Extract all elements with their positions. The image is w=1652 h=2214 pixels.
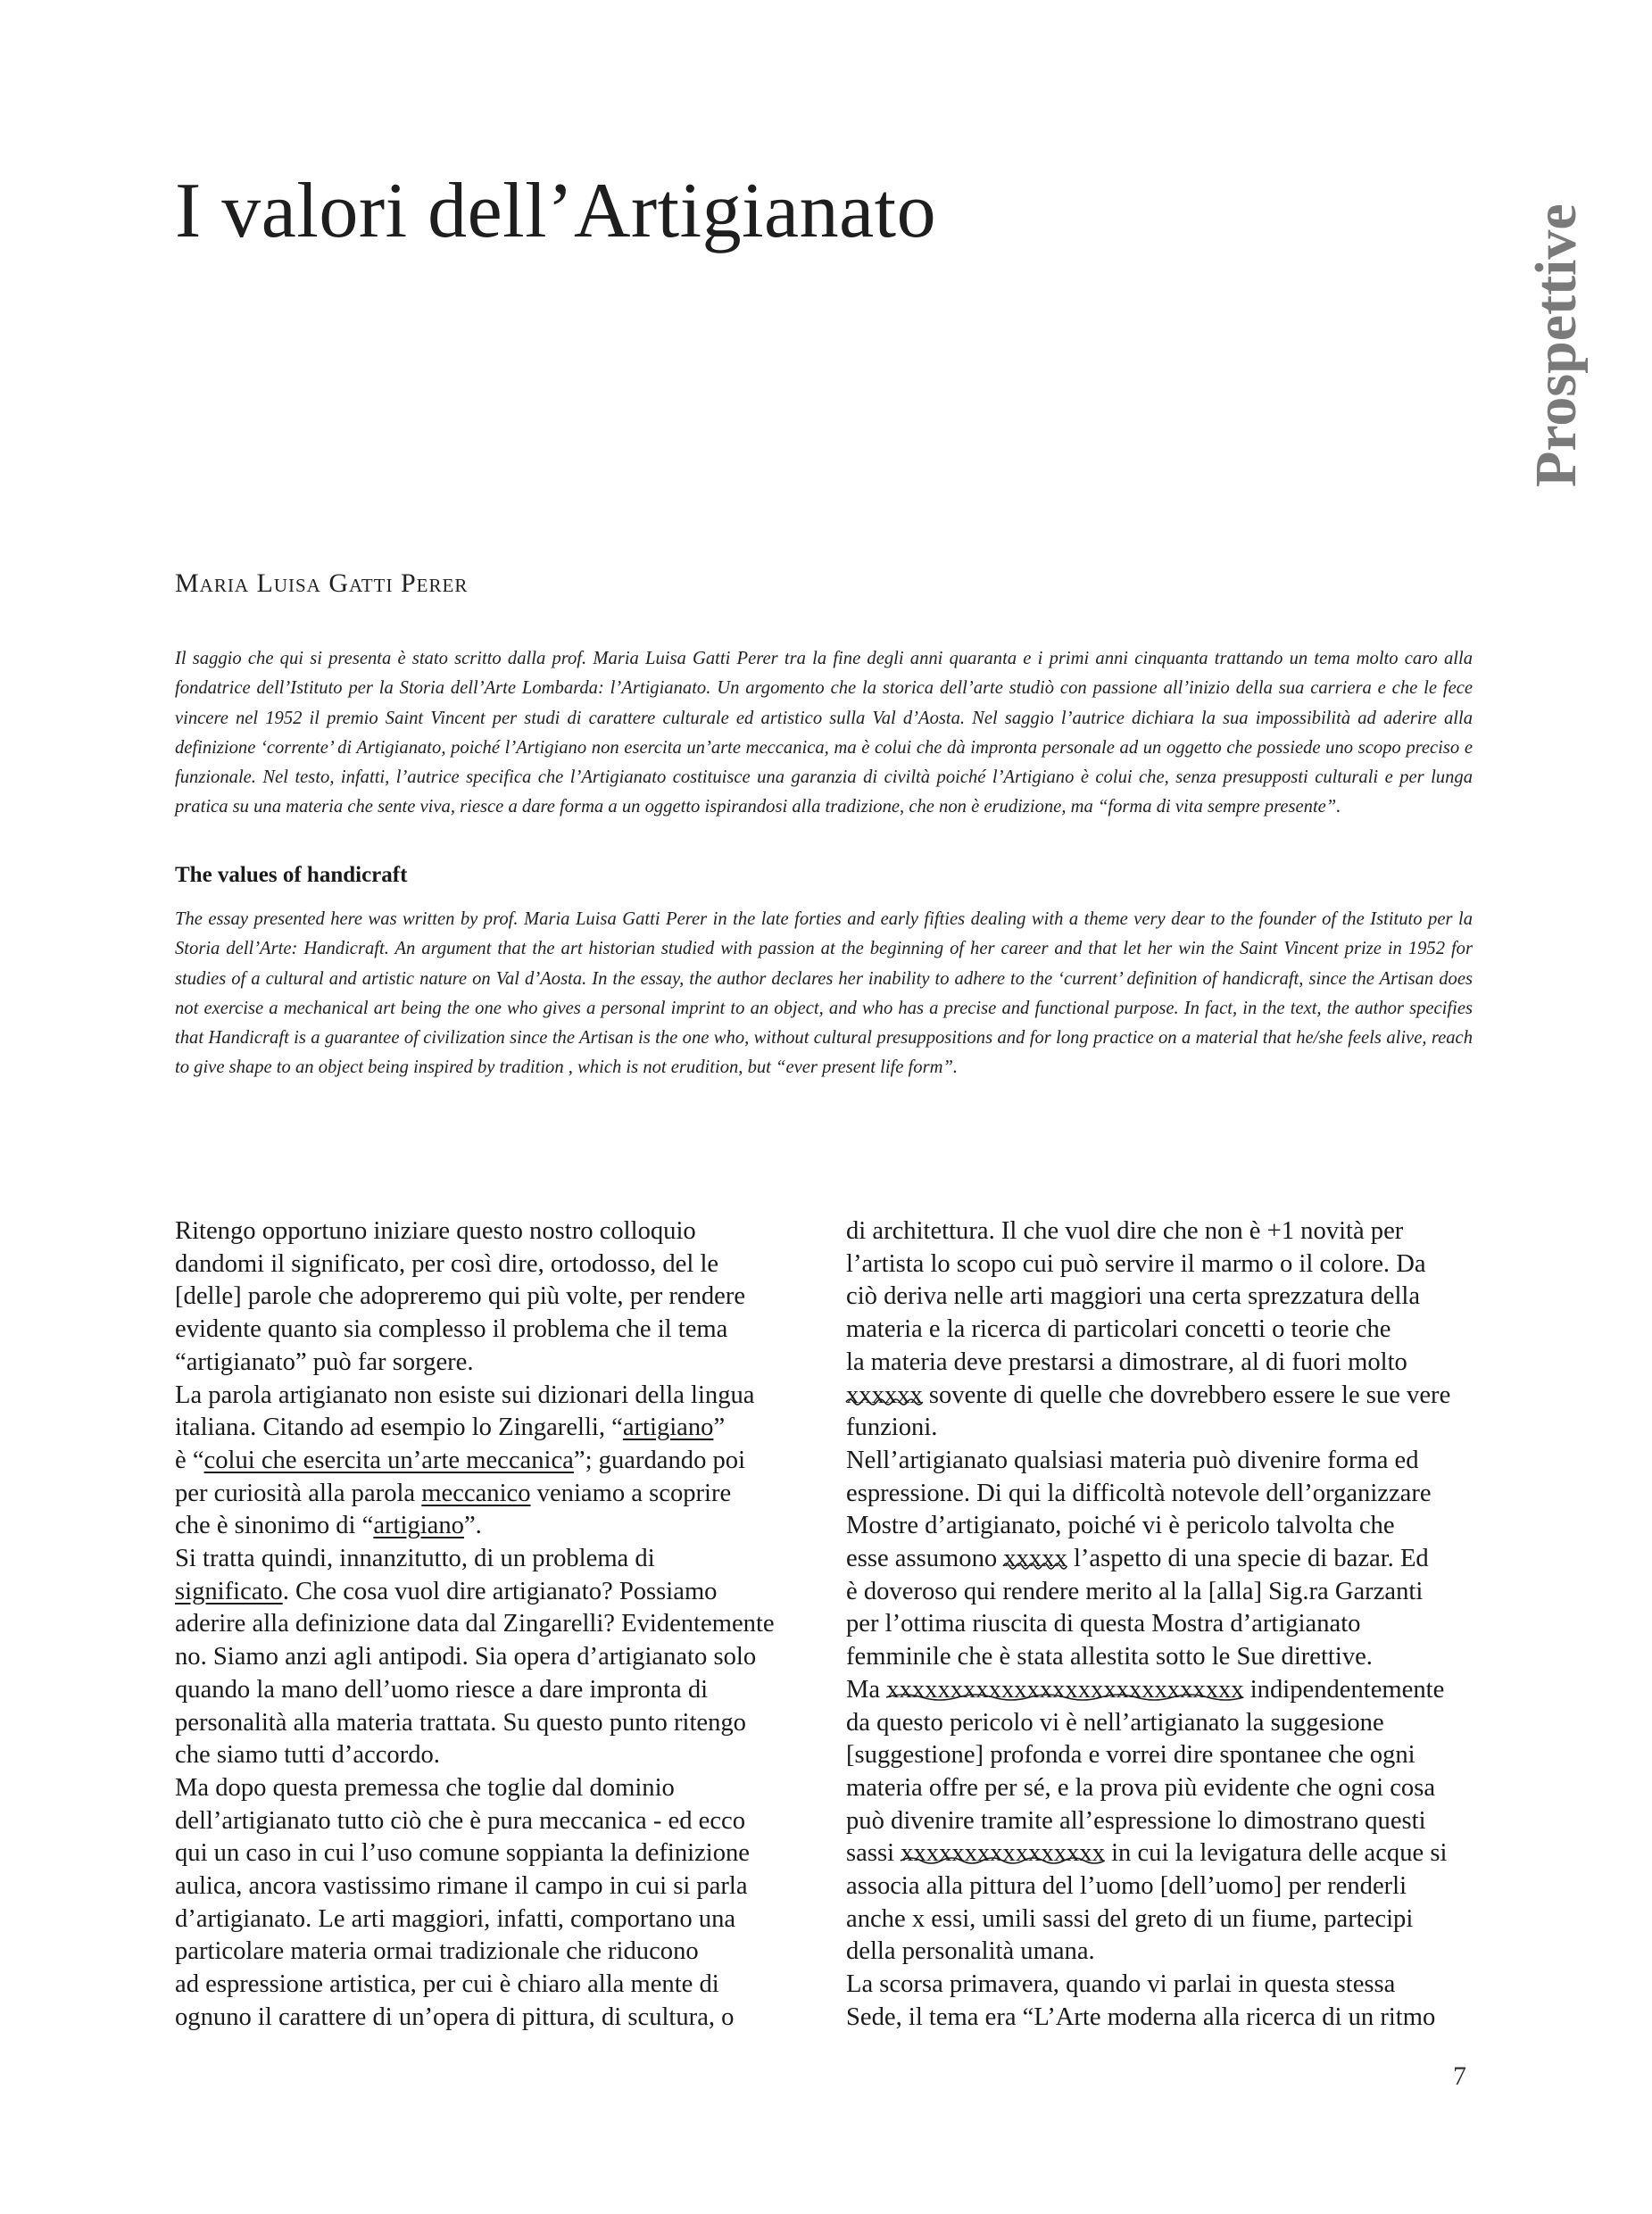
struck-out-characters: xxxxxx [846, 1381, 923, 1409]
body-text: sovente di quelle che dovrebbero essere le sue vere [922, 1381, 1451, 1409]
body-text: è doveroso qui rendere merito al la [alla] Sig.ra Garzanti [846, 1577, 1424, 1605]
body-text: [suggestione] profonda e vorrei dire spontanee che ogni [846, 1741, 1415, 1770]
body-line [175, 1608, 800, 1641]
body-text: dandomi il significato, per così dire, ortodosso, del le [175, 1249, 719, 1278]
body-line [846, 1380, 1471, 1413]
body-line [846, 2002, 1471, 2035]
strike-through-mark [1003, 1561, 1067, 1571]
body-text: da questo pericolo vi è nell’artigianato la suggesione [846, 1708, 1384, 1737]
body-line [175, 1837, 800, 1870]
body-line [846, 1641, 1471, 1674]
abstract-italian: Il saggio che qui si presenta è stato scritto dalla prof. Maria Luisa Gatti Perer tra la fine degli anni quaranta e i primi anni cinquanta trattando un tema molto caro alla fondatrice dell’Istituto per la Storia dell’Arte Lombarda: l’Artigianato. Un argomento che la storica dell’arte studiò con passione all’inizio della sua carriera e che le fece vincere nel 1952 il premio Saint Vincent per studi di carattere culturale ed artistico sulla Val d’Aosta. Nel saggio l’autrice dichiara la sua impossibilità ad aderire alla definizione ‘corrente’ di Artigianato, poiché l’Artigiano non esercita un’arte meccanica, ma è colui che dà impronta personale ad un oggetto che possiede uno scopo preciso e funzionale. Nel testo, infatti, l’autrice specifica che l’Artigianato costituisce una garanzia di civiltà poiché l’Artigiano è colui che, senza presupposti culturali e per lunga pratica su una materia che sente viva, riesce a dare forma a un oggetto ispirandosi alla tradizione, che non è erudizione, ma “forma di vita sempre presente”. [175, 649, 1473, 817]
body-line [175, 1478, 800, 1511]
body-line [175, 1510, 800, 1543]
body-line [175, 1543, 800, 1576]
body-text: ognuno il carattere di un’opera di pittura, di scultura, o [175, 2003, 735, 2031]
body-text: aderire alla definizione data dal Zingarelli? Evidentemente [175, 1610, 775, 1638]
body-text: ”. [463, 1512, 482, 1540]
body-column-left [175, 1215, 800, 2035]
struck-out-characters: xxxxxxxxxxxxxxxxxxxxxxxxxxxx [886, 1675, 1244, 1704]
body-text: l’artista lo scopo cui può servire il marmo o il colore. Da [846, 1249, 1426, 1278]
body-text: per l’ottima riuscita di questa Mostra d’artigianato [846, 1610, 1361, 1638]
body-line [175, 1347, 800, 1380]
body-text: può divenire tramite all’espressione lo dimostrano questi [846, 1806, 1426, 1835]
body-line [846, 1936, 1471, 1969]
body-line [175, 1248, 800, 1281]
body-line [846, 1870, 1471, 1903]
body-text: di architettura. Il che vuol dire che non è +1 novità per [846, 1217, 1404, 1245]
body-text: evidente quanto sia complesso il problema che il tema [175, 1315, 728, 1344]
strike-through-mark [901, 1855, 1105, 1866]
body-text: anche x essi, umili sassi del greto di un fiume, partecipi [846, 1904, 1414, 1933]
body-line [846, 1576, 1471, 1609]
body-text: espressione. Di qui la difficoltà notevole dell’organizzare [846, 1479, 1432, 1507]
body-line [846, 1543, 1471, 1576]
body-line [846, 1215, 1471, 1248]
body-column-right [846, 1215, 1471, 2035]
body-text: qui un caso in cui l’uso comune soppianta la definizione [175, 1839, 750, 1868]
body-line [846, 1805, 1471, 1838]
strike-through-mark [846, 1397, 923, 1407]
body-line [175, 1870, 800, 1903]
body-line [846, 1837, 1471, 1870]
body-text: per curiosità alla parola [175, 1479, 422, 1507]
body-text: Mostre d’artigianato, poiché vi è pericolo talvolta che [846, 1512, 1395, 1540]
body-line [175, 1281, 800, 1314]
body-text: che è sinonimo di “ [175, 1512, 374, 1540]
body-text: Ma [846, 1675, 887, 1704]
body-line [846, 1281, 1471, 1314]
body-line [175, 1412, 800, 1445]
body-text: Nell’artigianato qualsiasi materia può divenire forma ed [846, 1446, 1419, 1474]
body-line [846, 1412, 1471, 1445]
body-line [846, 1478, 1471, 1511]
strike-through-mark [886, 1692, 1243, 1703]
body-line [175, 1641, 800, 1674]
body-line [175, 1969, 800, 2002]
body-line [846, 1707, 1471, 1740]
article-title: I valori dell’Artigianato [175, 168, 937, 254]
body-line [175, 1936, 800, 1969]
page-number: 7 [1453, 2061, 1466, 2091]
body-line [175, 1707, 800, 1740]
body-text: particolare materia ormai tradizionale che riducono [175, 1937, 699, 1966]
struck-out-characters: xxxxx [1003, 1545, 1067, 1573]
body-line [175, 1445, 800, 1478]
body-text: sassi [846, 1839, 901, 1868]
author-name: Maria Luisa Gatti Perer [175, 568, 469, 598]
body-text: associa alla pittura del l’uomo [dell’uomo] per renderli [846, 1872, 1407, 1901]
body-line [175, 1380, 800, 1413]
struck-out-text [1003, 1543, 1067, 1576]
body-line [175, 1576, 800, 1609]
body-text: italiana. Citando ad esempio lo Zingarelli, “ [175, 1414, 623, 1442]
body-text: no. Siamo anzi agli antipodi. Sia opera d’artigianato solo [175, 1643, 757, 1671]
body-text: Ritengo opportuno iniziare questo nostro colloquio [175, 1217, 696, 1245]
body-text: d’artigianato. Le arti maggiori, infatti, comportano una [175, 1904, 736, 1933]
body-text: veniamo a scoprire [530, 1479, 732, 1507]
body-text: della personalità umana. [846, 1937, 1095, 1966]
body-text: esse assumono [846, 1545, 1004, 1573]
body-text: [delle] parole che adopreremo qui più volte, per rendere [175, 1282, 746, 1311]
body-line [846, 1248, 1471, 1281]
body-text: ” [713, 1414, 726, 1442]
body-line [846, 1445, 1471, 1478]
body-line [846, 1674, 1471, 1707]
underlined-word: meccanico [421, 1479, 531, 1507]
body-text: “artigianato” può far sorgere. [175, 1347, 474, 1376]
body-text: materia offre per sé, e la prova più evidente che ogni cosa [846, 1773, 1436, 1802]
struck-out-text [886, 1674, 1243, 1707]
body-text: l’aspetto di una specie di bazar. Ed [1067, 1545, 1429, 1573]
abstract-english: The essay presented here was written by prof. Maria Luisa Gatti Perer in the late forties and early fifties dealing with a theme very dear to the founder of the Istituto per la Storia dell’Arte: Handicraft. An argument that the art historian studied with passion at the beginning of her career and that let her win the Saint Vincent prize in 1952 for studies of a cultural and artistic nature on Val d’Aosta. In the essay, the author declares her inability to adhere to the ‘current’ definition of handicraft, since the Artisan does not exercise a mechanical art being the one who gives a personal imprint to an object, and who has a precise and functional purpose. In fact, in the text, the author specifies that Handicraft is a guarantee of civilization since the Artisan is the one who, without cultural presuppositions and for long practice on a material that he/she feels alive, reach to give shape to an object being inspired by tradition , which is not erudition, but “ever present life form”. [175, 909, 1473, 1078]
body-text: personalità alla materia trattata. Su questo punto ritengo [175, 1708, 746, 1737]
body-text: indipendentemente [1243, 1675, 1445, 1704]
body-text: la materia deve prestarsi a dimostrare, al di fuori molto [846, 1347, 1407, 1376]
underlined-word: artigiano [622, 1414, 714, 1442]
body-text: funzioni. [846, 1414, 938, 1442]
body-text: Ma dopo questa premessa che toglie dal dominio [175, 1773, 675, 1802]
body-line [175, 2002, 800, 2035]
body-text: ad espressione artistica, per cui è chiaro alla mente di [175, 1970, 719, 1999]
underlined-word: artigiano [373, 1512, 464, 1540]
body-text: Si tratta quindi, innanzitutto, di un problema di [175, 1545, 655, 1573]
body-text: aulica, ancora vastissimo rimane il campo in cui si parla [175, 1872, 748, 1901]
body-line [175, 1314, 800, 1347]
body-line [175, 1674, 800, 1707]
body-line [846, 1608, 1471, 1641]
underlined-word: colui che esercita un’arte meccanica [203, 1446, 574, 1474]
body-text: è “ [175, 1446, 204, 1474]
underlined-word: significato [175, 1577, 283, 1605]
body-text: ciò deriva nelle arti maggiori una certa sprezzatura della [846, 1282, 1421, 1311]
struck-out-text [901, 1837, 1105, 1870]
body-line [846, 1347, 1471, 1380]
body-line [846, 1510, 1471, 1543]
section-label-text: Prospettive [1523, 203, 1589, 487]
body-text: femminile che è stata allestita sotto le Sue direttive. [846, 1643, 1373, 1671]
body-line [846, 1772, 1471, 1805]
struck-out-text [846, 1380, 923, 1413]
body-text: materia e la ricerca di particolari concetti o teorie che [846, 1315, 1391, 1344]
section-label [1519, 205, 1599, 491]
body-text: in cui la levigatura delle acque si [1104, 1839, 1448, 1868]
body-line [175, 1805, 800, 1838]
body-text: . Che cosa vuol dire artigianato? Possiamo [282, 1577, 718, 1605]
body-line [846, 1969, 1471, 2002]
body-text: quando la mano dell’uomo riesce a dare impronta di [175, 1675, 709, 1704]
body-line [846, 1739, 1471, 1772]
english-heading: The values of handicraft [175, 863, 408, 887]
body-text: dell’artigianato tutto ciò che è pura meccanica - ed ecco [175, 1806, 746, 1835]
body-line [175, 1772, 800, 1805]
body-text: Sede, il tema era “L’Arte moderna alla ricerca di un ritmo [846, 2003, 1436, 2031]
body-text: ”; guardando poi [573, 1446, 746, 1474]
body-line [846, 1314, 1471, 1347]
body-line [175, 1903, 800, 1936]
body-line [846, 1903, 1471, 1936]
body-text: che siamo tutti d’accordo. [175, 1741, 440, 1770]
struck-out-characters: xxxxxxxxxxxxxxxx [901, 1839, 1105, 1868]
body-line [175, 1215, 800, 1248]
body-text: La scorsa primavera, quando vi parlai in questa stessa [846, 1970, 1396, 1999]
body-text: La parola artigianato non esiste sui dizionari della lingua [175, 1381, 755, 1409]
body-line [175, 1739, 800, 1772]
